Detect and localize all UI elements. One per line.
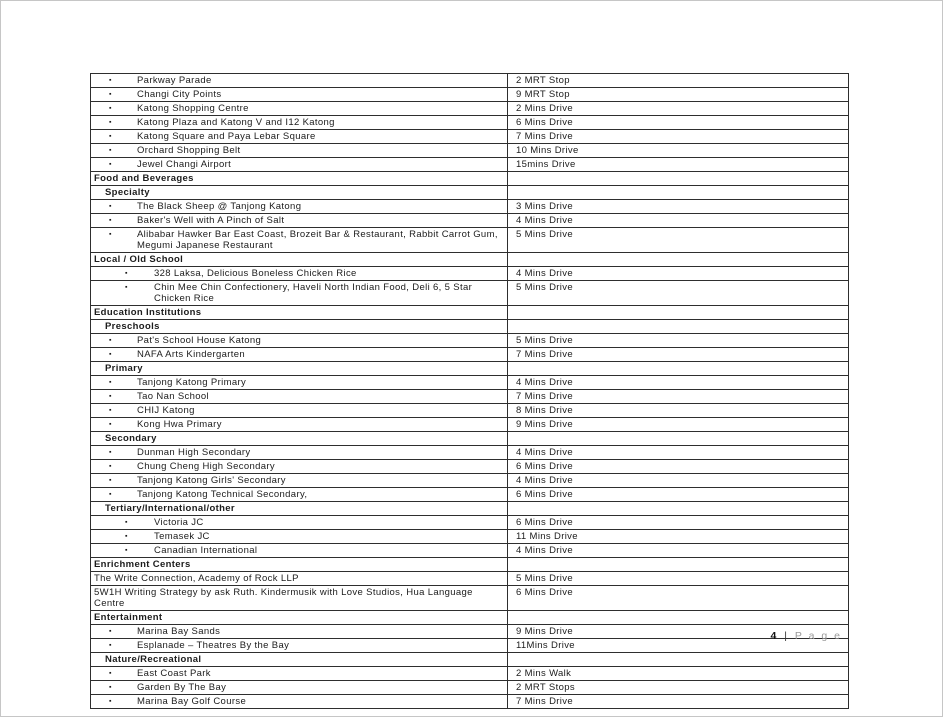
place-cell <box>91 681 507 694</box>
table-row <box>91 376 848 390</box>
table-row <box>91 516 848 530</box>
table-row <box>91 530 848 544</box>
table-row <box>91 102 848 116</box>
table-row <box>91 653 848 667</box>
page-footer <box>770 630 842 642</box>
bullet-icon: ▪ <box>109 698 112 705</box>
place-cell <box>91 667 507 680</box>
travel-time-cell <box>507 74 848 87</box>
row-value: 4 Mins Drive <box>516 475 573 486</box>
row-value: 6 Mins Drive <box>516 517 573 528</box>
bullet-icon: ▪ <box>109 393 112 400</box>
place-cell <box>91 611 507 624</box>
bullet-icon: ▪ <box>109 133 112 140</box>
bullet-icon: ▪ <box>125 533 128 540</box>
travel-time-cell <box>507 200 848 213</box>
row-label: 5W1H Writing Strategy by ask Ruth. Kindermusik with Love Studios, Hua Language Centre <box>94 587 473 609</box>
travel-time-cell <box>507 695 848 708</box>
row-label: Preschools <box>105 321 160 332</box>
row-value: 3 Mins Drive <box>516 201 573 212</box>
row-label: Canadian International <box>154 545 258 556</box>
row-label: Education Institutions <box>94 307 202 318</box>
place-cell <box>91 158 507 171</box>
row-value: 4 Mins Drive <box>516 545 573 556</box>
row-value: 5 Mins Drive <box>516 573 573 584</box>
travel-time-cell <box>507 474 848 487</box>
travel-time-cell <box>507 488 848 501</box>
travel-time-cell <box>507 446 848 459</box>
bullet-icon: ▪ <box>109 91 112 98</box>
travel-time-cell <box>507 558 848 571</box>
travel-time-cell <box>507 348 848 361</box>
travel-time-cell <box>507 306 848 319</box>
row-label: Secondary <box>105 433 157 444</box>
table-row <box>91 390 848 404</box>
place-cell <box>91 74 507 87</box>
row-label: Alibabar Hawker Bar East Coast, Brozeit Bar & Restaurant, Rabbit Carrot Gum, Megumi Japanese Restaurant <box>137 229 498 251</box>
travel-time-cell <box>507 572 848 585</box>
travel-time-cell <box>507 158 848 171</box>
row-label: Katong Shopping Centre <box>137 103 249 114</box>
bullet-icon: ▪ <box>109 421 112 428</box>
row-label: The Write Connection, Academy of Rock LLP <box>94 573 299 584</box>
place-cell <box>91 116 507 129</box>
table-row <box>91 572 848 586</box>
row-label: Food and Beverages <box>94 173 194 184</box>
row-value: 4 Mins Drive <box>516 377 573 388</box>
bullet-icon: ▪ <box>125 270 128 277</box>
place-cell <box>91 144 507 157</box>
place-cell <box>91 348 507 361</box>
travel-time-cell <box>507 362 848 375</box>
table-row <box>91 432 848 446</box>
place-cell <box>91 376 507 389</box>
travel-time-cell <box>507 404 848 417</box>
row-label: Tanjong Katong Girls' Secondary <box>137 475 286 486</box>
table-row <box>91 144 848 158</box>
row-label: Victoria JC <box>154 517 204 528</box>
bullet-icon: ▪ <box>109 105 112 112</box>
travel-time-cell <box>507 502 848 515</box>
table-row <box>91 253 848 267</box>
row-value: 5 Mins Drive <box>516 335 573 346</box>
row-label: Parkway Parade <box>137 75 212 86</box>
table-row <box>91 404 848 418</box>
table-row <box>91 74 848 88</box>
place-cell <box>91 460 507 473</box>
row-label: Pat's School House Katong <box>137 335 262 346</box>
place-cell <box>91 334 507 347</box>
row-value: 6 Mins Drive <box>516 117 573 128</box>
place-cell <box>91 404 507 417</box>
table-row <box>91 186 848 200</box>
travel-time-cell <box>507 186 848 199</box>
place-cell <box>91 639 507 652</box>
travel-time-cell <box>507 418 848 431</box>
row-value: 2 MRT Stops <box>516 682 575 693</box>
place-cell <box>91 214 507 227</box>
row-value: 4 Mins Drive <box>516 268 573 279</box>
row-label: Tanjong Katong Technical Secondary, <box>137 489 308 500</box>
table-row <box>91 130 848 144</box>
bullet-icon: ▪ <box>125 519 128 526</box>
row-value: 6 Mins Drive <box>516 461 573 472</box>
travel-time-cell <box>507 653 848 666</box>
table-row <box>91 625 848 639</box>
bullet-icon: ▪ <box>109 477 112 484</box>
row-value: 8 Mins Drive <box>516 405 573 416</box>
row-label: Marina Bay Sands <box>137 626 221 637</box>
table-row <box>91 214 848 228</box>
table-row <box>91 334 848 348</box>
row-value: 4 Mins Drive <box>516 447 573 458</box>
travel-time-cell <box>507 144 848 157</box>
table-row <box>91 474 848 488</box>
travel-time-cell <box>507 432 848 445</box>
table-row <box>91 460 848 474</box>
bullet-icon: ▪ <box>109 449 112 456</box>
bullet-icon: ▪ <box>109 684 112 691</box>
row-value: 7 Mins Drive <box>516 131 573 142</box>
bullet-icon: ▪ <box>125 284 128 291</box>
table-row <box>91 667 848 681</box>
place-cell <box>91 200 507 213</box>
place-cell <box>91 228 507 252</box>
page-number: 4 <box>770 630 777 642</box>
footer-separator: | <box>784 630 788 642</box>
table-row <box>91 348 848 362</box>
travel-time-cell <box>507 281 848 305</box>
bullet-icon: ▪ <box>109 337 112 344</box>
row-label: Chin Mee Chin Confectionery, Haveli North Indian Food, Deli 6, 5 Star Chicken Rice <box>154 282 473 304</box>
table-row <box>91 158 848 172</box>
travel-time-cell <box>507 228 848 252</box>
travel-time-cell <box>507 116 848 129</box>
travel-time-cell <box>507 681 848 694</box>
bullet-icon: ▪ <box>109 628 112 635</box>
place-cell <box>91 362 507 375</box>
row-label: Esplanade – Theatres By the Bay <box>137 640 290 651</box>
travel-time-cell <box>507 376 848 389</box>
place-cell <box>91 306 507 319</box>
row-label: Temasek JC <box>154 531 210 542</box>
travel-time-cell <box>507 611 848 624</box>
travel-time-cell <box>507 334 848 347</box>
travel-time-cell <box>507 516 848 529</box>
row-label: Chung Cheng High Secondary <box>137 461 275 472</box>
bullet-icon: ▪ <box>109 161 112 168</box>
table-row <box>91 267 848 281</box>
bullet-icon: ▪ <box>109 147 112 154</box>
place-cell <box>91 516 507 529</box>
table-row <box>91 306 848 320</box>
bullet-icon: ▪ <box>125 547 128 554</box>
footer-page-label: P a g e <box>794 630 842 642</box>
row-value: 7 Mins Drive <box>516 349 573 360</box>
bullet-icon: ▪ <box>109 351 112 358</box>
travel-time-cell <box>507 544 848 557</box>
travel-time-cell <box>507 88 848 101</box>
place-cell <box>91 530 507 543</box>
table-row <box>91 228 848 253</box>
travel-time-cell <box>507 172 848 185</box>
row-label: Changi City Points <box>137 89 222 100</box>
row-label: Baker's Well with A Pinch of Salt <box>137 215 285 226</box>
row-label: Tao Nan School <box>137 391 209 402</box>
row-label: Jewel Changi Airport <box>137 159 232 170</box>
place-cell <box>91 572 507 585</box>
amenities-table <box>90 73 849 709</box>
travel-time-cell <box>507 530 848 543</box>
table-row <box>91 446 848 460</box>
row-value: 9 Mins Drive <box>516 626 573 637</box>
place-cell <box>91 320 507 333</box>
row-label: CHIJ Katong <box>137 405 195 416</box>
table-row <box>91 418 848 432</box>
travel-time-cell <box>507 267 848 280</box>
row-label: Kong Hwa Primary <box>137 419 222 430</box>
table-row <box>91 281 848 306</box>
place-cell <box>91 186 507 199</box>
bullet-icon: ▪ <box>109 119 112 126</box>
place-cell <box>91 558 507 571</box>
row-label: Dunman High Secondary <box>137 447 251 458</box>
place-cell <box>91 653 507 666</box>
row-label: Marina Bay Golf Course <box>137 696 247 707</box>
bullet-icon: ▪ <box>109 203 112 210</box>
place-cell <box>91 625 507 638</box>
row-label: Specialty <box>105 187 150 198</box>
row-value: 6 Mins Drive <box>516 489 573 500</box>
table-row <box>91 611 848 625</box>
table-row <box>91 88 848 102</box>
row-value: 2 MRT Stop <box>516 75 570 86</box>
table-row <box>91 172 848 186</box>
place-cell <box>91 432 507 445</box>
place-cell <box>91 488 507 501</box>
travel-time-cell <box>507 214 848 227</box>
row-value: 15mins Drive <box>516 159 576 170</box>
place-cell <box>91 281 507 305</box>
row-value: 4 Mins Drive <box>516 215 573 226</box>
place-cell <box>91 695 507 708</box>
place-cell <box>91 88 507 101</box>
row-value: 2 Mins Walk <box>516 668 572 679</box>
place-cell <box>91 418 507 431</box>
place-cell <box>91 102 507 115</box>
travel-time-cell <box>507 586 848 610</box>
row-value: 9 Mins Drive <box>516 419 573 430</box>
bullet-icon: ▪ <box>109 77 112 84</box>
bullet-icon: ▪ <box>109 407 112 414</box>
place-cell <box>91 502 507 515</box>
travel-time-cell <box>507 130 848 143</box>
travel-time-cell <box>507 460 848 473</box>
table-row <box>91 116 848 130</box>
row-value: 11Mins Drive <box>516 640 575 651</box>
travel-time-cell <box>507 102 848 115</box>
row-value: 10 Mins Drive <box>516 145 579 156</box>
row-value: 9 MRT Stop <box>516 89 570 100</box>
table-row <box>91 502 848 516</box>
row-label: Garden By The Bay <box>137 682 227 693</box>
bullet-icon: ▪ <box>109 217 112 224</box>
row-label: NAFA Arts Kindergarten <box>137 349 246 360</box>
bullet-icon: ▪ <box>109 231 112 238</box>
row-value: 11 Mins Drive <box>516 531 578 542</box>
place-cell <box>91 586 507 610</box>
table-row <box>91 320 848 334</box>
bullet-icon: ▪ <box>109 670 112 677</box>
row-label: The Black Sheep @ Tanjong Katong <box>137 201 302 212</box>
bullet-icon: ▪ <box>109 379 112 386</box>
travel-time-cell <box>507 320 848 333</box>
row-label: Local / Old School <box>94 254 184 265</box>
row-label: Katong Plaza and Katong V and I12 Katong <box>137 117 335 128</box>
place-cell <box>91 267 507 280</box>
table-row <box>91 639 848 653</box>
table-row <box>91 488 848 502</box>
row-value: 2 Mins Drive <box>516 103 573 114</box>
travel-time-cell <box>507 667 848 680</box>
table-row <box>91 695 848 709</box>
travel-time-cell <box>507 390 848 403</box>
place-cell <box>91 130 507 143</box>
table-row <box>91 681 848 695</box>
row-label: East Coast Park <box>137 668 211 679</box>
row-label: Entertainment <box>94 612 163 623</box>
bullet-icon: ▪ <box>109 463 112 470</box>
row-label: 328 Laksa, Delicious Boneless Chicken Rice <box>154 268 357 279</box>
row-label: Orchard Shopping Belt <box>137 145 241 156</box>
place-cell <box>91 474 507 487</box>
row-label: Primary <box>105 363 143 374</box>
table-row <box>91 200 848 214</box>
row-value: 5 Mins Drive <box>516 229 573 240</box>
table-row <box>91 586 848 611</box>
row-label: Katong Square and Paya Lebar Square <box>137 131 316 142</box>
row-label: Nature/Recreational <box>105 654 202 665</box>
place-cell <box>91 253 507 266</box>
travel-time-cell <box>507 253 848 266</box>
row-value: 5 Mins Drive <box>516 282 573 293</box>
place-cell <box>91 446 507 459</box>
table-row <box>91 362 848 376</box>
table-row <box>91 544 848 558</box>
table-row <box>91 558 848 572</box>
place-cell <box>91 544 507 557</box>
bullet-icon: ▪ <box>109 642 112 649</box>
bullet-icon: ▪ <box>109 491 112 498</box>
row-label: Enrichment Centers <box>94 559 191 570</box>
row-label: Tertiary/International/other <box>105 503 235 514</box>
place-cell <box>91 172 507 185</box>
row-value: 6 Mins Drive <box>516 587 573 598</box>
row-label: Tanjong Katong Primary <box>137 377 247 388</box>
row-value: 7 Mins Drive <box>516 391 573 402</box>
row-value: 7 Mins Drive <box>516 696 573 707</box>
place-cell <box>91 390 507 403</box>
